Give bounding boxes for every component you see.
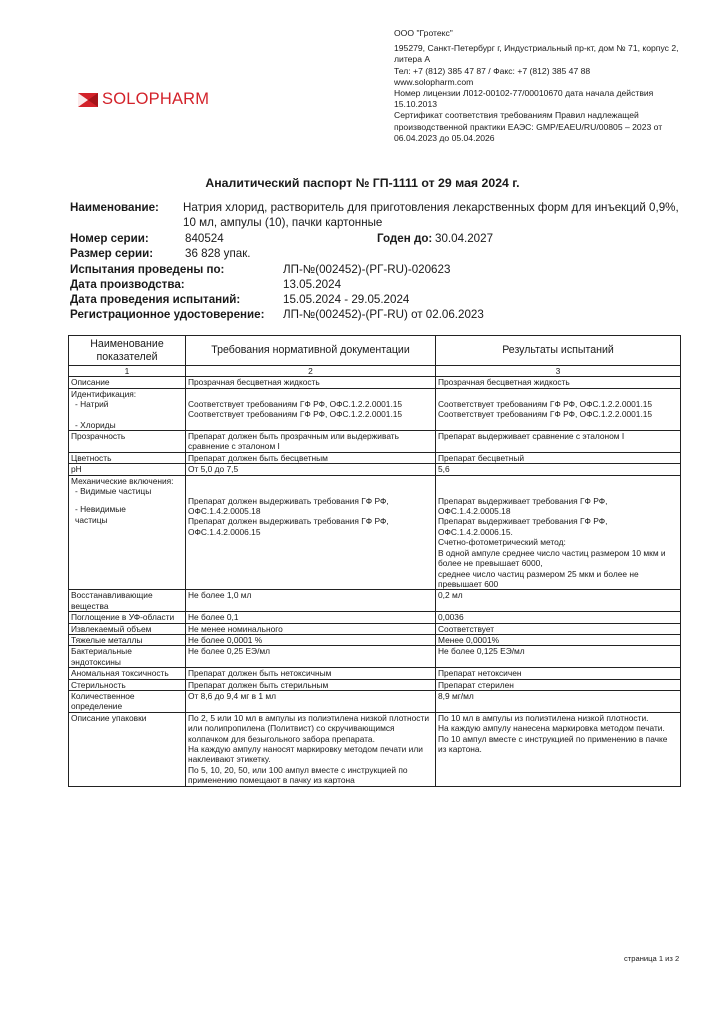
test-dates-value: 15.05.2024 - 29.05.2024 xyxy=(283,292,410,306)
header-indicator: Наименование показателей xyxy=(69,336,186,366)
row-requirement: От 5,0 до 7,5 xyxy=(186,464,436,475)
row-label: Поглощение в УФ-области xyxy=(69,612,186,623)
table-row xyxy=(69,452,681,463)
company-website: www.solopharm.com xyxy=(394,76,474,87)
row-label-group xyxy=(69,475,186,590)
header-requirements: Требования нормативной документации xyxy=(186,336,436,366)
row-requirement: Соответствует требованиям ГФ РФ, ОФС.1.2.2.0001.15 xyxy=(188,409,403,420)
results-table xyxy=(68,335,681,787)
row-result: Счетно-фотометрический метод: xyxy=(438,537,566,548)
table-row xyxy=(69,690,681,712)
document-title: Аналитический паспорт № ГП-1111 от 29 мая 2024 г. xyxy=(205,176,520,190)
product-meta xyxy=(70,200,690,322)
tested-value: ЛП-№(002452)-(РГ-RU)-020623 xyxy=(283,262,451,276)
package-requirement-line: По 5, 10, 20, 50, или 100 ампул вместе с инструкцией по применению помещают в пачку из картона xyxy=(188,764,408,786)
package-requirement xyxy=(186,712,436,786)
row-result: среднее число частиц размером 25 мкм и более не превышает 600 xyxy=(438,568,639,589)
row-result: Соответствует требованиям ГФ РФ, ОФС.1.2.2.0001.15 xyxy=(438,398,653,409)
row-label: Описание xyxy=(69,377,186,388)
row-result: Менее 0,0001% xyxy=(436,634,681,645)
row-label: Тяжелые металлы xyxy=(69,634,186,645)
row-requirement: Препарат должен быть стерильным xyxy=(186,679,436,690)
test-dates-label: Дата проведения испытаний: xyxy=(70,292,241,306)
row-requirement: Препарат должен выдерживать требования ГФ РФ, ОФС.1.4.2.0005.18 xyxy=(188,495,389,517)
column-number: 1 xyxy=(69,366,186,377)
column-number: 3 xyxy=(436,366,681,377)
header-results: Результаты испытаний xyxy=(436,336,681,366)
row-label: Стерильность xyxy=(69,679,186,690)
row-result: 0,2 мл xyxy=(436,590,681,612)
table-row xyxy=(69,590,681,612)
row-label: - Хлориды xyxy=(75,419,116,430)
prod-value: 13.05.2024 xyxy=(283,277,342,291)
row-result: Соответствует xyxy=(436,623,681,634)
solopharm-logo-icon xyxy=(78,93,98,107)
row-label: Восстанавливающие вещества xyxy=(69,590,186,612)
row-requirement: Препарат должен быть прозрачным или выдерживать сравнение с эталоном I xyxy=(186,431,436,453)
table-row xyxy=(69,464,681,475)
row-requirement-group xyxy=(186,475,436,590)
package-result-line: По 10 ампул вместе с инструкцией по применению в пачке из картона. xyxy=(438,733,668,754)
row-requirement: Препарат должен быть бесцветным xyxy=(186,452,436,463)
row-result: Не более 0,125 ЕЭ/мл xyxy=(436,646,681,668)
row-result: Соответствует требованиям ГФ РФ, ОФС.1.2.2.0001.15 xyxy=(438,409,653,420)
row-result-group xyxy=(436,475,681,590)
table-row xyxy=(69,668,681,679)
row-result: Препарат стерилен xyxy=(436,679,681,690)
row-requirement: Не более 0,25 ЕЭ/мл xyxy=(186,646,436,668)
reg-value: ЛП-№(002452)-(РГ-RU) от 02.06.2023 xyxy=(283,307,484,321)
reg-label: Регистрационное удостоверение: xyxy=(70,307,265,321)
size-value: 36 828 упак. xyxy=(185,246,251,260)
row-requirement: Не более 0,0001 % xyxy=(186,634,436,645)
table-row xyxy=(69,646,681,668)
row-label-group xyxy=(69,388,186,430)
table-row xyxy=(69,623,681,634)
row-label: Цветность xyxy=(69,452,186,463)
package-result-line: По 10 мл в ампулы из полиэтилена низкой плотности. xyxy=(438,712,649,723)
row-label: Аномальная токсичность xyxy=(69,668,186,679)
row-result: В одной ампуле среднее число частиц размером 10 мкм и более не превышает 6000, xyxy=(438,547,666,569)
row-result: Препарат выдерживает сравнение с эталоном I xyxy=(436,431,681,453)
row-requirement-group xyxy=(186,388,436,430)
column-number: 2 xyxy=(186,366,436,377)
row-label: Извлекаемый объем xyxy=(69,623,186,634)
row-label: - Невидимые частицы xyxy=(75,504,126,525)
row-label: Описание упаковки xyxy=(69,712,186,786)
package-result xyxy=(436,712,681,786)
company-info xyxy=(394,28,689,144)
table-row xyxy=(69,612,681,623)
row-result: 8,9 мг/мл xyxy=(436,690,681,712)
row-result: Препарат нетоксичен xyxy=(436,668,681,679)
company-certificate: Сертификат соответствия требованиям Правил надлежащей производственной практики ЕАЭС: GMP/EAEU/RU/00805 – 2023 от 06.04.2023 до 05.04.2026 xyxy=(394,110,663,143)
brand-name: SOLOPHARM xyxy=(102,90,210,108)
table-row xyxy=(69,388,681,430)
row-label: Количественное определение xyxy=(69,690,186,712)
row-result-group xyxy=(436,388,681,430)
prod-label: Дата производства: xyxy=(70,277,185,291)
row-result: 0,0036 xyxy=(436,612,681,623)
row-result: Прозрачная бесцветная жидкость xyxy=(436,377,681,388)
page-number: страница 1 из 2 xyxy=(624,954,680,963)
row-result: Препарат выдерживает требования ГФ РФ, ОФС.1.4.2.0005.18 xyxy=(438,495,608,517)
tested-label: Испытания проведены по: xyxy=(70,262,225,276)
row-label: Идентификация: xyxy=(71,388,137,399)
table-row xyxy=(69,475,681,590)
company-license: Номер лицензии Л012-00102-77/00010670 дата начала действия 15.10.2013 xyxy=(394,88,654,110)
row-requirement: Не менее номинального xyxy=(186,623,436,634)
size-label: Размер серии: xyxy=(70,246,154,260)
company-address: 195279, Санкт-Петербург г, Индустриальный пр-кт, дом № 71, корпус 2, литера А xyxy=(394,43,679,65)
company-name: ООО "Гротекс" xyxy=(394,28,453,38)
row-requirement: Препарат должен быть нетоксичным xyxy=(186,668,436,679)
row-label: - Натрий xyxy=(75,399,109,410)
name-value: Натрия хлорид, растворитель для приготовления лекарственных форм для инъекций 0,9%, 10 мл, ампулы (10), пачки картонные xyxy=(183,201,679,230)
expiry-label: Годен до: xyxy=(377,231,433,245)
row-requirement: Препарат должен выдерживать требования ГФ РФ, ОФС.1.4.2.0006.15 xyxy=(188,516,389,537)
row-requirement: Прозрачная бесцветная жидкость xyxy=(186,377,436,388)
row-label: pH xyxy=(69,464,186,475)
table-row xyxy=(69,679,681,690)
package-result-line: На каждую ампулу нанесена маркировка методом печати. xyxy=(438,723,665,734)
company-phone: Тел: +7 (812) 385 47 87 / Факс: +7 (812) 385 47 88 xyxy=(394,65,591,76)
row-result: 5,6 xyxy=(436,464,681,475)
series-label: Номер серии: xyxy=(70,231,149,245)
row-label: - Видимые частицы xyxy=(75,486,152,497)
name-label: Наименование: xyxy=(70,201,159,214)
row-label: Механические включения: xyxy=(71,475,174,486)
table-row xyxy=(69,712,681,786)
table-row xyxy=(69,634,681,645)
row-result: Препарат бесцветный xyxy=(436,452,681,463)
row-requirement: Не более 1,0 мл xyxy=(186,590,436,612)
row-label: Прозрачность xyxy=(69,431,186,453)
expiry-value: 30.04.2027 xyxy=(435,231,494,245)
row-requirement: Не более 0,1 xyxy=(186,612,436,623)
row-requirement: От 8,6 до 9,4 мг в 1 мл xyxy=(186,690,436,712)
row-requirement: Соответствует требованиям ГФ РФ, ОФС.1.2.2.0001.15 xyxy=(188,398,403,409)
brand-logo xyxy=(78,90,209,109)
row-label: Бактериальные эндотоксины xyxy=(69,646,186,668)
row-result: Препарат выдерживает требования ГФ РФ, ОФС.1.4.2.0006.15. xyxy=(438,516,608,537)
series-value: 840524 xyxy=(185,231,224,245)
table-row xyxy=(69,377,681,388)
package-requirement-line: По 2, 5 или 10 мл в ампулы из полиэтилена низкой плотности или полипропилена (Политвист) со скручивающимся колпачком для безыгольного забора препарата. xyxy=(188,712,429,744)
table-row xyxy=(69,431,681,453)
package-requirement-line: На каждую ампулу наносят маркировку методом печати или наклеивают этикетку. xyxy=(188,744,423,765)
